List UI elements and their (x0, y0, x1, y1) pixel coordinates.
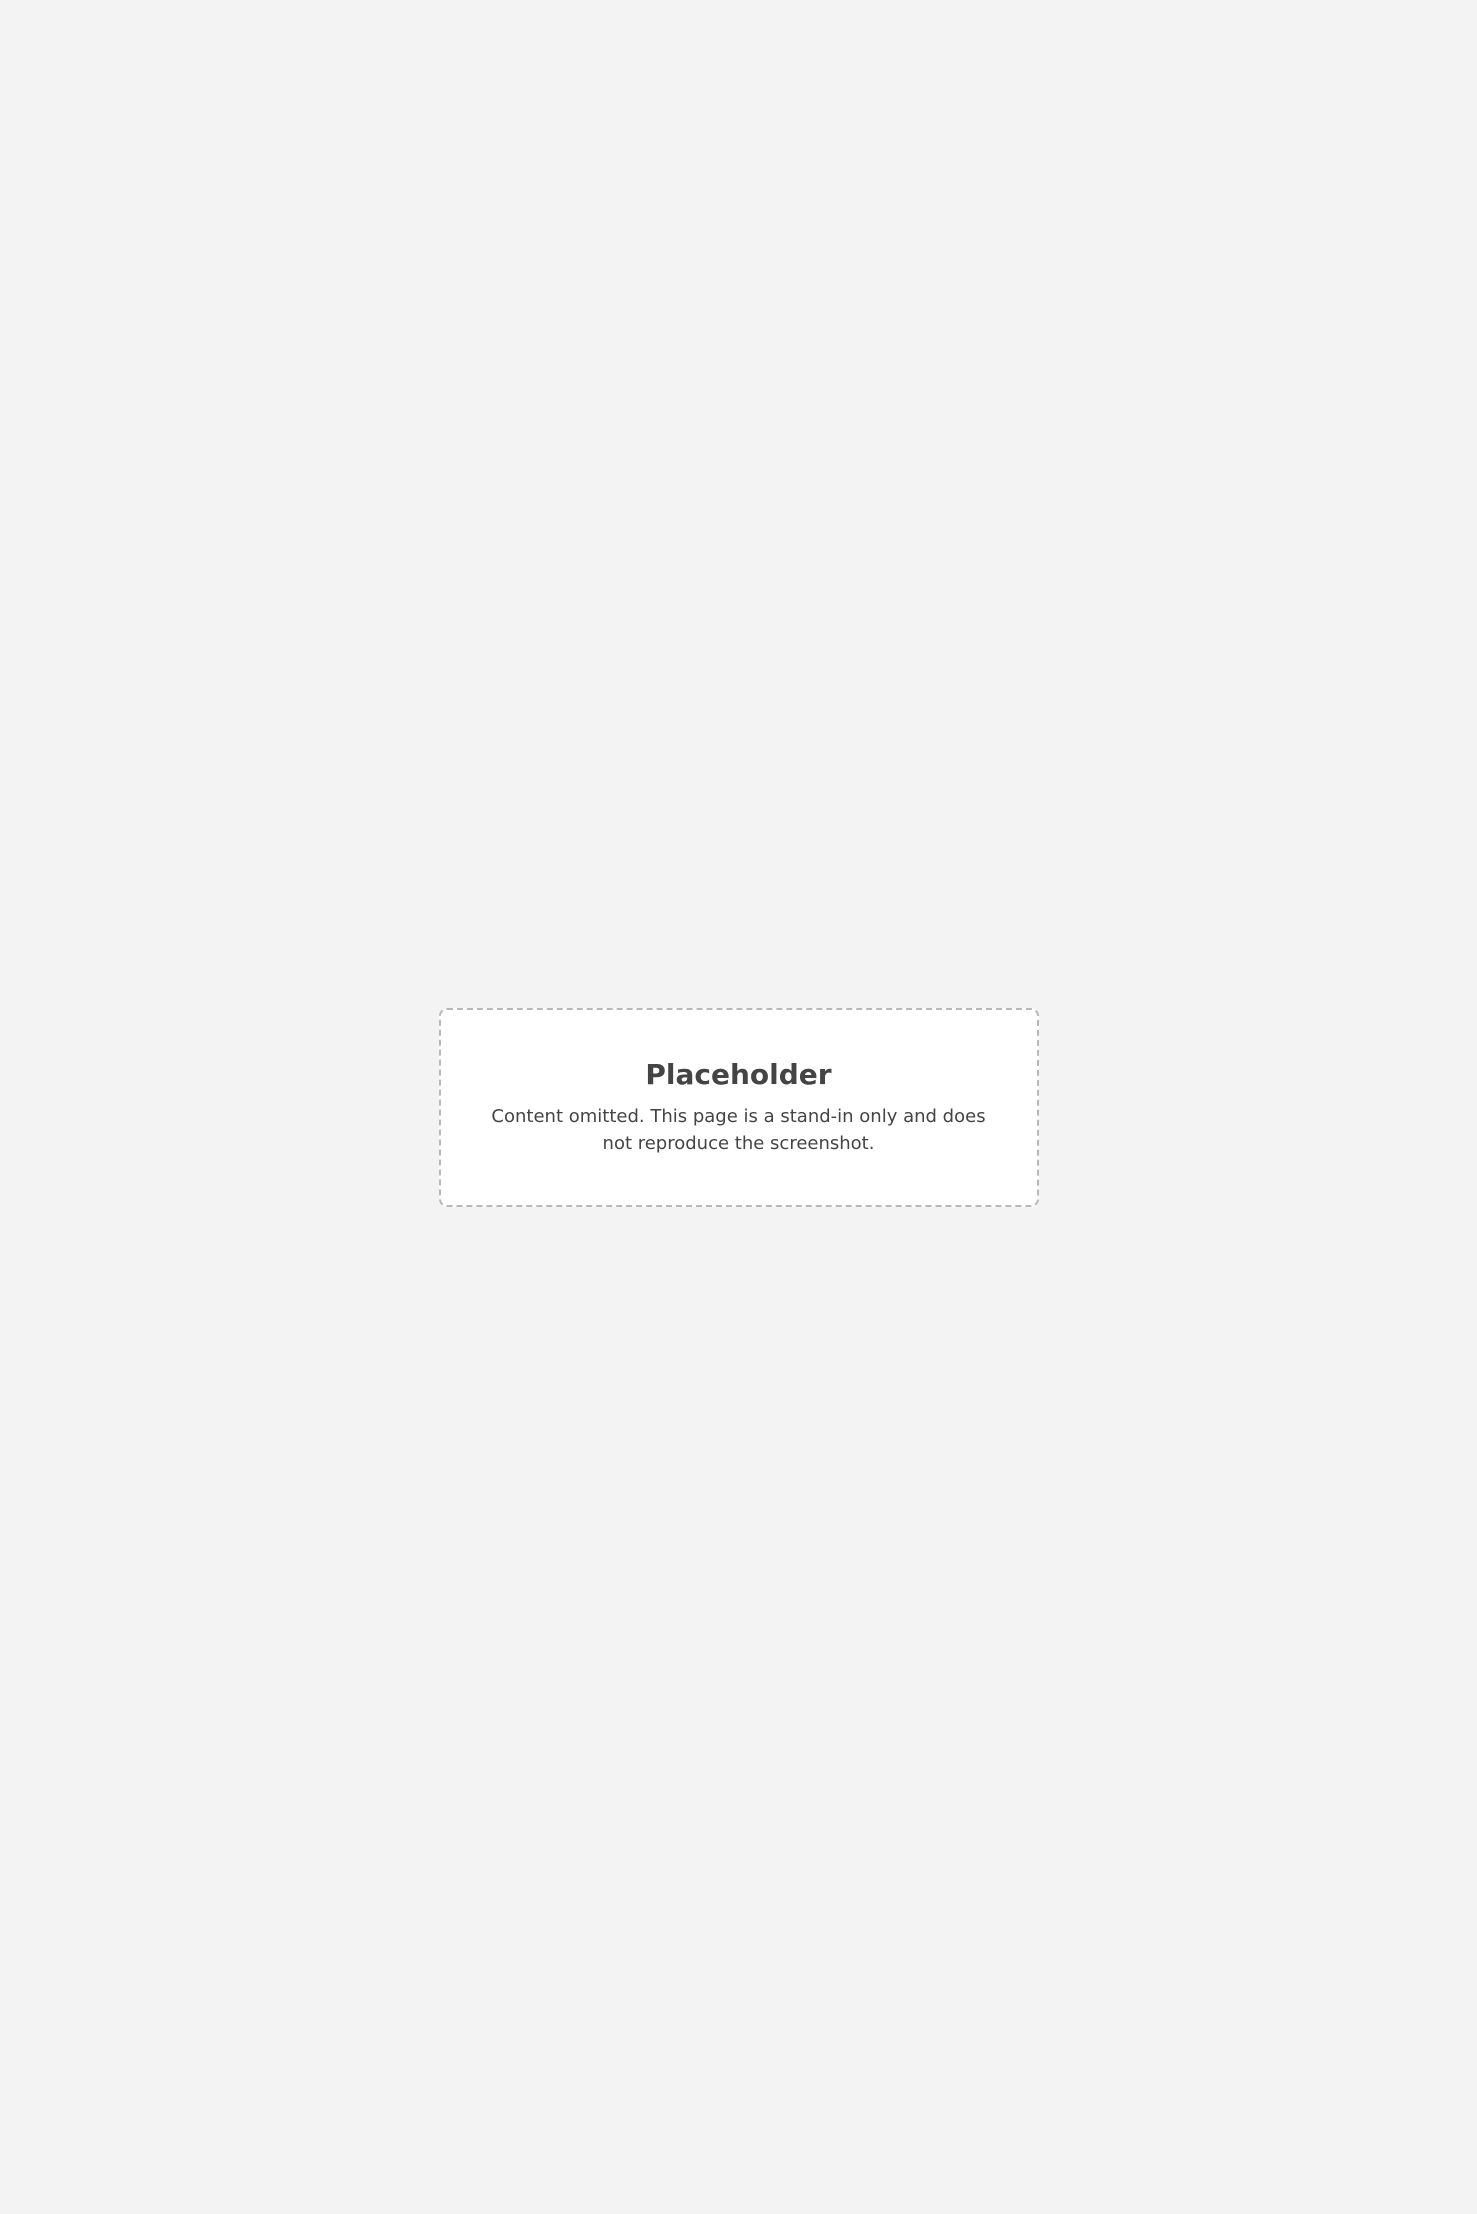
placeholder-title: Placeholder (645, 1057, 832, 1091)
placeholder-note: Content omitted. This page is a stand-in only and does not reproduce the screenshot. (491, 1105, 986, 1154)
placeholder-panel (439, 1008, 1039, 1207)
